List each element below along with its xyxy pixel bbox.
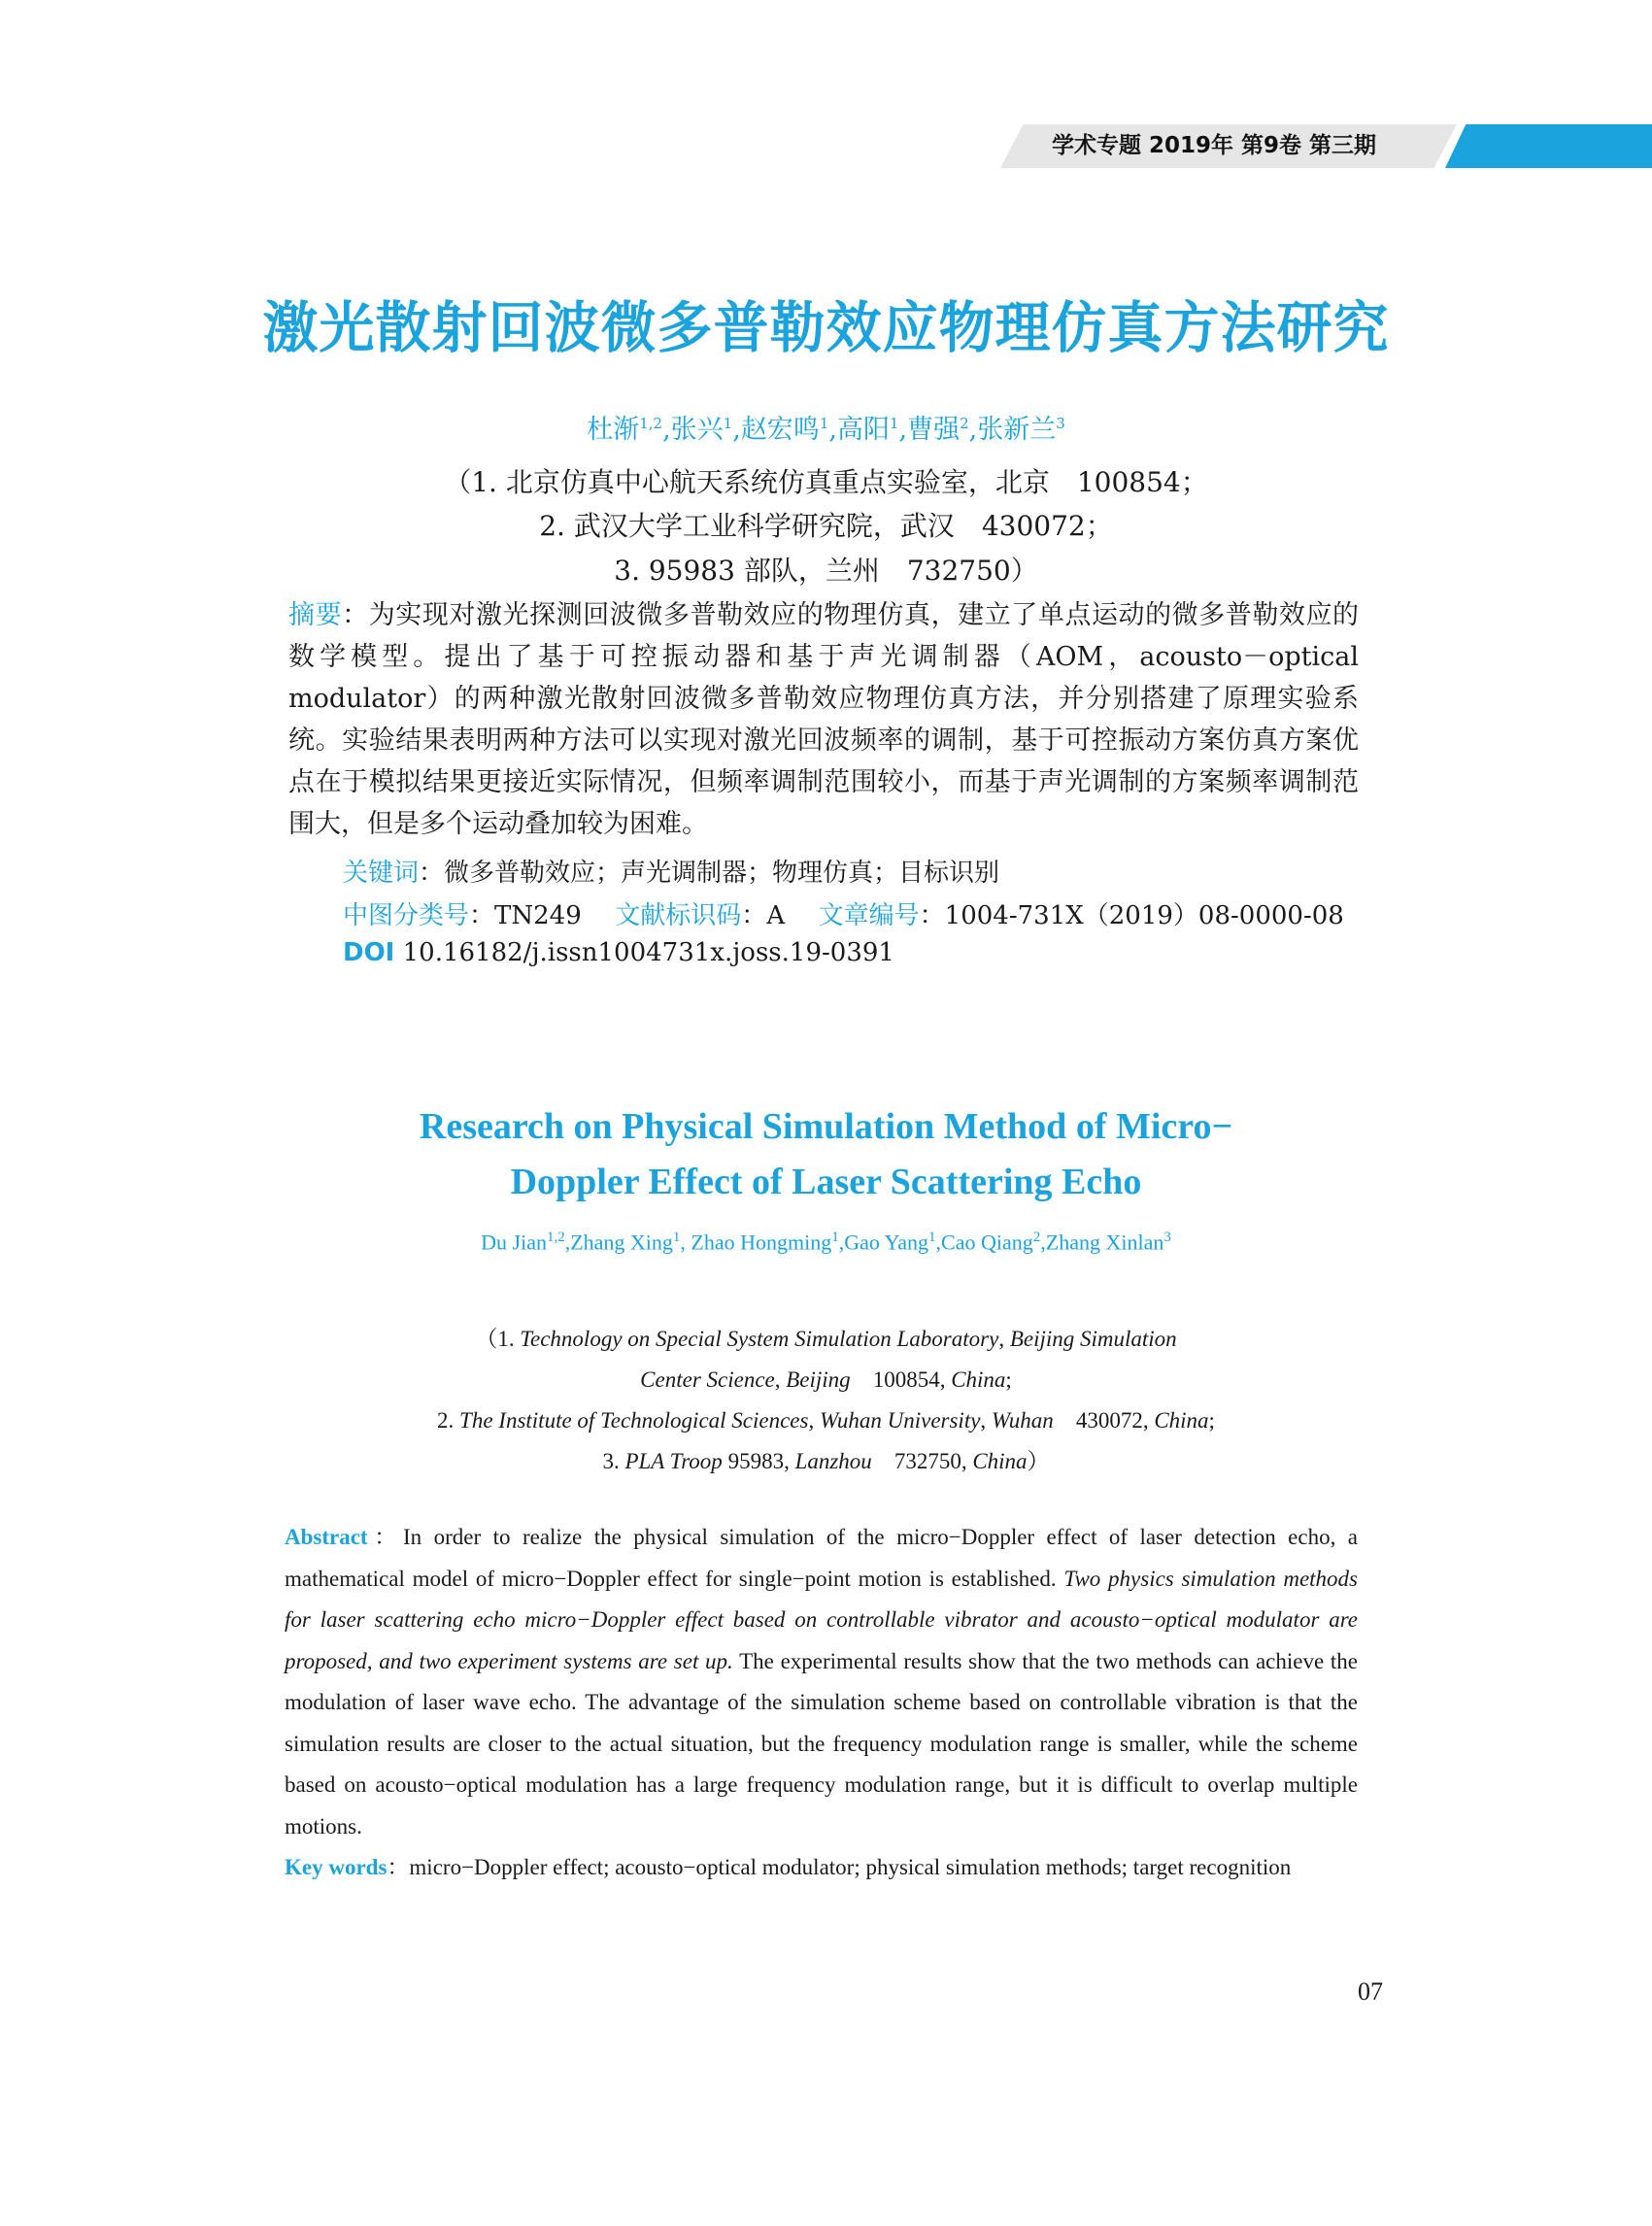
- aff-city: Wuhan: [991, 1408, 1054, 1433]
- author-sep: ,: [968, 415, 978, 445]
- clc-value: TN249: [494, 901, 582, 930]
- author-sup: 3: [1056, 415, 1065, 432]
- author-name: 张兴: [670, 415, 724, 445]
- aff-institute: The Institute of Technological Sciences: [459, 1408, 809, 1433]
- keywords-label: 关键词: [343, 859, 420, 888]
- author-sup: 1: [672, 1230, 681, 1245]
- aff-number: （1.: [475, 1327, 521, 1351]
- english-affiliation-2: 2. The Institute of Technological Sciences, Wuhan University, Wuhan 430072, China;: [437, 1408, 1215, 1433]
- english-affiliation-1b: Center Science, Beijing 100854, China;: [640, 1367, 1012, 1392]
- author-sup: 1,2: [546, 1230, 565, 1245]
- author-sep: ,: [828, 415, 837, 445]
- abstract-colon: ：: [342, 600, 369, 630]
- aff-zip: 100854: [872, 1367, 940, 1392]
- author-sep: ,: [564, 1230, 571, 1255]
- journal-issue: 学术专题 2019年 第9卷 第三期: [1051, 133, 1377, 158]
- keywords-text: 微多普勒效应；声光调制器；物理仿真；目标识别: [444, 859, 1000, 888]
- english-affiliation-1a: （1. Technology on Special System Simulation Laboratory, Beijing Simulation: [475, 1327, 1177, 1351]
- clc-label: 中图分类号: [343, 901, 470, 930]
- colon: ：: [469, 901, 495, 930]
- aff-zip: 430072: [1075, 1408, 1143, 1433]
- doi-line: [343, 938, 894, 967]
- english-affiliation-3: 3. PLA Troop 95983, Lanzhou 732750, China）: [602, 1449, 1050, 1473]
- colon: ：: [919, 901, 945, 930]
- aff-troop-no: 95983: [727, 1449, 785, 1473]
- aff-lab: Technology on Special System Simulation Laboratory: [520, 1327, 999, 1351]
- aff-country: China: [972, 1449, 1028, 1473]
- author-sup: 3: [1163, 1230, 1171, 1245]
- aff-country: China: [1154, 1408, 1209, 1433]
- author-sup: 2: [1032, 1230, 1041, 1245]
- chinese-keywords: [343, 853, 999, 889]
- author-name: 张新兰: [977, 415, 1057, 445]
- author-sup: 1: [928, 1230, 936, 1245]
- author-sep: ,: [898, 415, 908, 445]
- aff-center-cont: Center Science: [640, 1367, 775, 1392]
- author-name: Du Jian: [481, 1230, 547, 1255]
- english-title: [0, 1099, 1652, 1210]
- aff-number: 2.: [437, 1408, 460, 1433]
- aff-zip: 732750: [893, 1449, 961, 1473]
- author-sep: ,: [1040, 1230, 1046, 1255]
- aff-city: Beijing: [786, 1367, 851, 1392]
- author-name: 赵宏鸣: [740, 415, 820, 445]
- aff-number: 3.: [602, 1449, 625, 1473]
- author-name: Gao Yang: [844, 1230, 929, 1255]
- chinese-affiliation-2: 2. 武汉大学工业科学研究院，武汉 430072；: [539, 510, 1113, 542]
- keywords-label: Key words: [285, 1855, 388, 1879]
- colon: ：: [419, 859, 445, 888]
- article-no-label: 文章编号: [818, 901, 920, 930]
- chinese-affiliation-3: 3. 95983 部队，兰州 732750）: [614, 555, 1038, 587]
- article-no-value: 1004-731X（2019）08-0000-08: [944, 901, 1344, 930]
- colon: ：: [367, 1525, 404, 1549]
- author-name: Zhang Xinlan: [1045, 1230, 1164, 1255]
- aff-troop: PLA Troop: [624, 1449, 723, 1473]
- chinese-authors: [0, 408, 1652, 446]
- colon: ：: [741, 901, 767, 930]
- english-title-line2: Doppler Effect of Laser Scattering Echo: [510, 1162, 1142, 1202]
- english-authors: [0, 1230, 1652, 1255]
- abstract-label: Abstract: [285, 1525, 368, 1549]
- author-name: Cao Qiang: [941, 1230, 1033, 1255]
- english-title-line1: Research on Physical Simulation Method of Micro−: [419, 1106, 1233, 1147]
- author-name: Zhang Xing: [570, 1230, 673, 1255]
- english-abstract: [285, 1517, 1358, 1889]
- doc-code-label: 文献标识码: [615, 901, 742, 930]
- header-band-accent: [1445, 124, 1652, 168]
- chinese-abstract: [288, 594, 1359, 845]
- keywords-text: micro−Doppler effect; acousto−optical modulator; physical simulation methods; target recognition: [409, 1855, 1292, 1879]
- page-number: 07: [1358, 1977, 1383, 2006]
- doc-code-value: A: [766, 901, 786, 930]
- classification-line: [343, 895, 1344, 931]
- author-sup: 1: [831, 1230, 839, 1245]
- author-sep: ,: [838, 1230, 845, 1255]
- author-sep: ,: [935, 1230, 942, 1255]
- author-name: 曹强: [907, 415, 961, 445]
- author-sup: 1: [723, 415, 733, 432]
- doi-value[interactable]: 10.16182/j.issn1004731x.joss.19-0391: [402, 938, 894, 967]
- colon: ：: [387, 1855, 410, 1879]
- english-keywords: [285, 1847, 1358, 1889]
- doi-label: DOI: [343, 938, 395, 967]
- author-sep: ,: [662, 415, 671, 445]
- abstract-label: 摘要: [288, 600, 343, 630]
- author-sup: 1: [889, 415, 899, 432]
- author-name: 杜渐: [587, 415, 640, 445]
- abstract-text-2: The experimental results show that the two methods can achieve the modulation of laser wave echo. The advantage of the simulation scheme based on controllable vibration is that the simulation results are closer to the actual situation, but the frequency modulation range is smaller, while the scheme based on acousto−optical modulation has a large frequency modulation range, but it is difficult to overlap multiple motions.: [285, 1648, 1358, 1838]
- author-name: Zhao Hongming: [691, 1230, 832, 1255]
- aff-country: China: [951, 1367, 1006, 1392]
- abstract-text: 为实现对激光探测回波微多普勒效应的物理仿真，建立了单点运动的微多普勒效应的数学模型。提出了基于可控振动器和基于声光调制器（AOM，acousto－optical modulator）的两种激光散射回波微多普勒效应物理仿真方法，并分别搭建了原理实验系统。实验结果表明两种方法可以实现对激光回波频率的调制，基于可控振动方案仿真方案优点在于模拟结果更接近实际情况，但频率调制范围较小，而基于声光调制的方案频率调制范围大，但是多个运动叠加较为困难。: [288, 600, 1360, 839]
- abstract-text-1: In order to realize the physical simulation of the micro−Doppler effect of laser detection echo, a mathematical model of micro−Doppler effect for single−point motion is established.: [285, 1525, 1358, 1591]
- author-name: 高阳: [836, 415, 890, 445]
- chinese-affiliation-1: （1. 北京仿真中心航天系统仿真重点实验室，北京 100854；: [444, 466, 1208, 498]
- author-sup: 1,2: [639, 415, 663, 432]
- abstract-text-italic: Two physics simulation methods for laser scattering echo micro−Doppler effect based on controllable vibrator and acousto−optical modulator are proposed, and two experiment systems are set up.: [285, 1566, 1359, 1673]
- aff-university: Wuhan University: [819, 1408, 981, 1433]
- author-sep: ,: [732, 415, 741, 445]
- author-sep: ,: [680, 1230, 691, 1255]
- author-sup: 1: [819, 415, 829, 432]
- author-sup: 2: [960, 415, 969, 432]
- chinese-title: 激光散射回波微多普勒效应物理仿真方法研究: [262, 295, 1390, 360]
- aff-center: Beijing Simulation: [1009, 1327, 1177, 1351]
- aff-city: Lanzhou: [794, 1449, 872, 1473]
